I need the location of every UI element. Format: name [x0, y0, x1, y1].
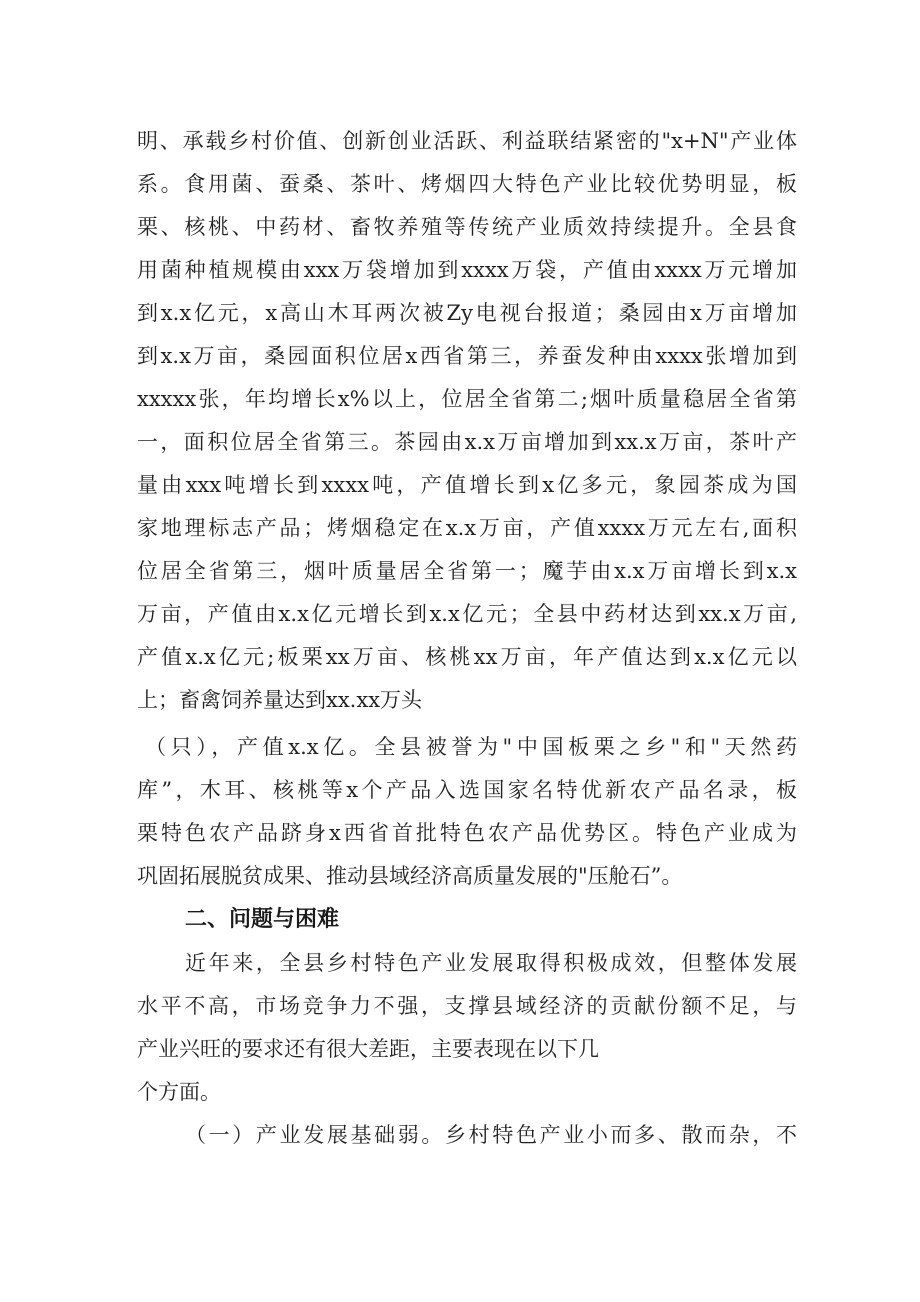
text-line: 栗特色农产品跻身x西省首批特色农产品优势区。特色产业成为 [137, 821, 797, 845]
text-line: 万亩，产值由x.x亿元增长到x.x亿元；全县中药材达到xx.x万亩, [137, 602, 797, 626]
text-line: 产业兴旺的要求还有很大差距，主要表现在以下几 [137, 1037, 599, 1061]
text-line: 上；畜禽饲养量达到xx.xx万头 [137, 688, 423, 712]
text-line: 巩固拓展脱贫成果、推动县域经济高质量发展的"压舱石”。 [137, 864, 683, 888]
text-line: 明、承载乡村价值、创新创业活跃、利益联结紧密的"x+N"产业体 [137, 129, 797, 153]
text-line: xxxxx张，年均增长x%以上，位居全省第二;烟叶质量稳居全省第 [137, 387, 797, 411]
text-line: 栗、核桃、中药材、畜牧养殖等传统产业质效持续提升。全县食 [137, 215, 797, 239]
text-line: （只），产值x.x亿。全县被誉为"中国板栗之乡"和"天然药 [145, 735, 797, 759]
text-line: 产值x.x亿元;板栗xx万亩、核桃xx万亩，年产值达到x.x亿元以 [137, 645, 797, 669]
section-heading: 二、问题与困难 [185, 907, 340, 932]
text-line: 一，面积位居全省第三。茶园由x.x万亩增加到xx.x万亩，茶叶产 [137, 430, 797, 454]
text-line: 量由xxx吨增长到xxxx吨，产值增长到x亿多元，象园茶成为国 [137, 473, 797, 497]
text-line: 近年来，全县乡村特色产业发展取得积极成效，但整体发展 [185, 951, 797, 975]
text-line: 到x.x万亩，桑园面积位居x西省第三，养蚕发种由xxxx张增加到 [137, 344, 797, 368]
text-line: （一）产业发展基础弱。乡村特色产业小而多、散而杂，不 [185, 1123, 797, 1147]
text-line: 个方面。 [137, 1080, 221, 1104]
text-line: 位居全省第三，烟叶质量居全省第一；魔芋由x.x万亩增长到x.x [137, 559, 797, 583]
text-line: 到x.x亿元，x高山木耳两次被Zy电视台报道；桑园由x万亩增加 [137, 301, 797, 325]
text-line: 家地理标志产品；烤烟稳定在x.x万亩，产值xxxx万元左右,面积 [137, 516, 797, 540]
text-line: 库”，木耳、核桃等x个产品入选国家名特优新农产品名录，板 [137, 778, 797, 802]
text-line: 用菌种植规模由xxx万袋增加到xxxx万袋，产值由xxxx万元增加 [137, 258, 797, 282]
text-line: 水平不高，市场竞争力不强，支撑县域经济的贡献份额不足，与 [137, 994, 797, 1018]
text-line: 系。食用菌、蚕桑、茶叶、烤烟四大特色产业比较优势明显，板 [137, 172, 797, 196]
